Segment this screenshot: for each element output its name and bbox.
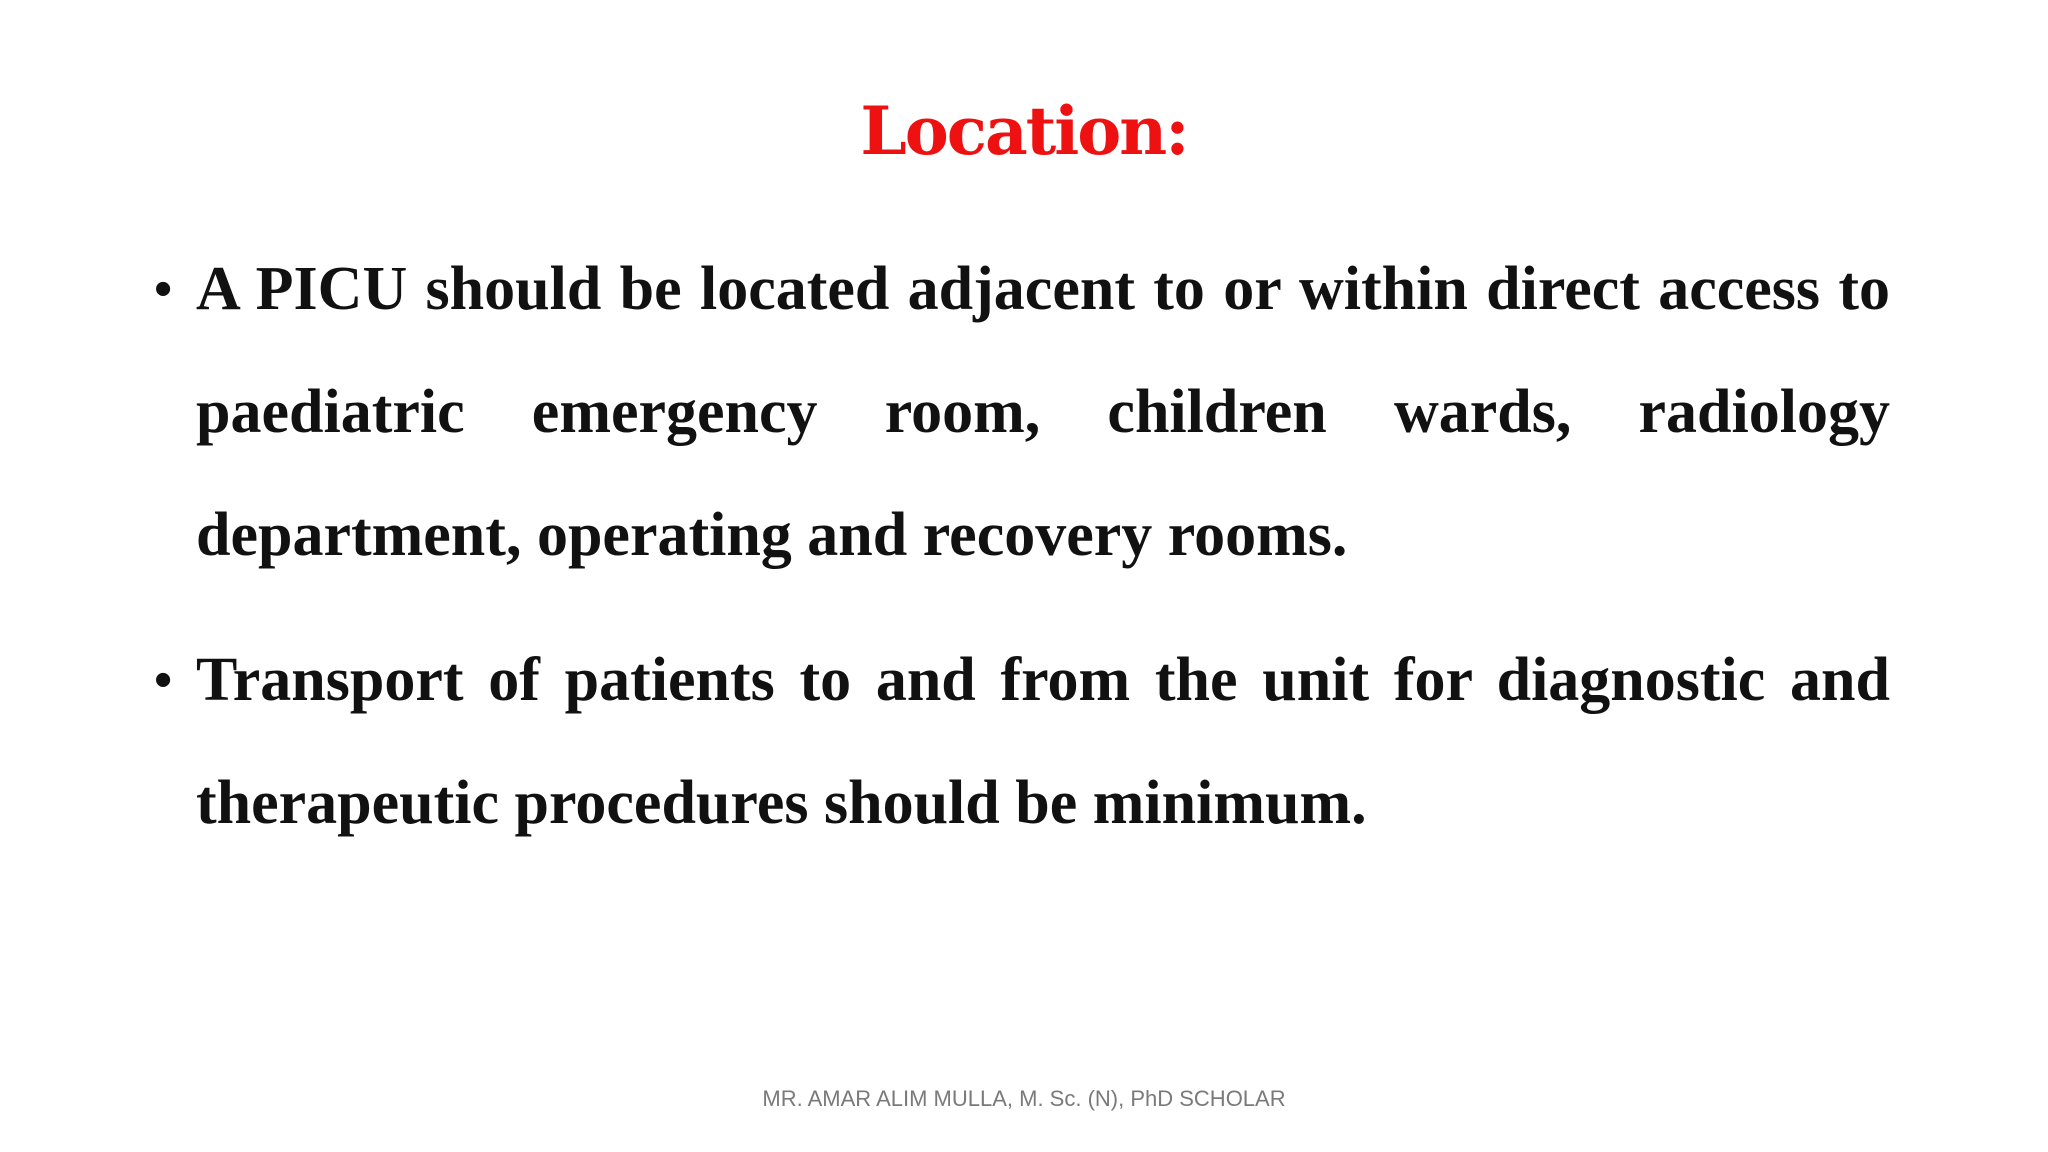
bullet-list xyxy=(150,228,1890,887)
bullet-item xyxy=(150,228,1890,597)
bullet-text: A PICU should be located adjacent to or within direct access to paediatric emergency room, children wards, radiology department, operating and recovery rooms. xyxy=(196,255,1890,569)
bullet-marker: • xyxy=(154,260,173,318)
footer-author: MR. AMAR ALIM MULLA, M. Sc. (N), PhD SCHOLAR xyxy=(762,1086,1286,1111)
slide-title: Location: xyxy=(860,92,1188,170)
bullet-item xyxy=(150,619,1890,865)
bullet-marker: • xyxy=(154,651,173,709)
bullet-text: Transport of patients to and from the unit for diagnostic and therapeutic procedures should be minimum. xyxy=(196,646,1890,837)
